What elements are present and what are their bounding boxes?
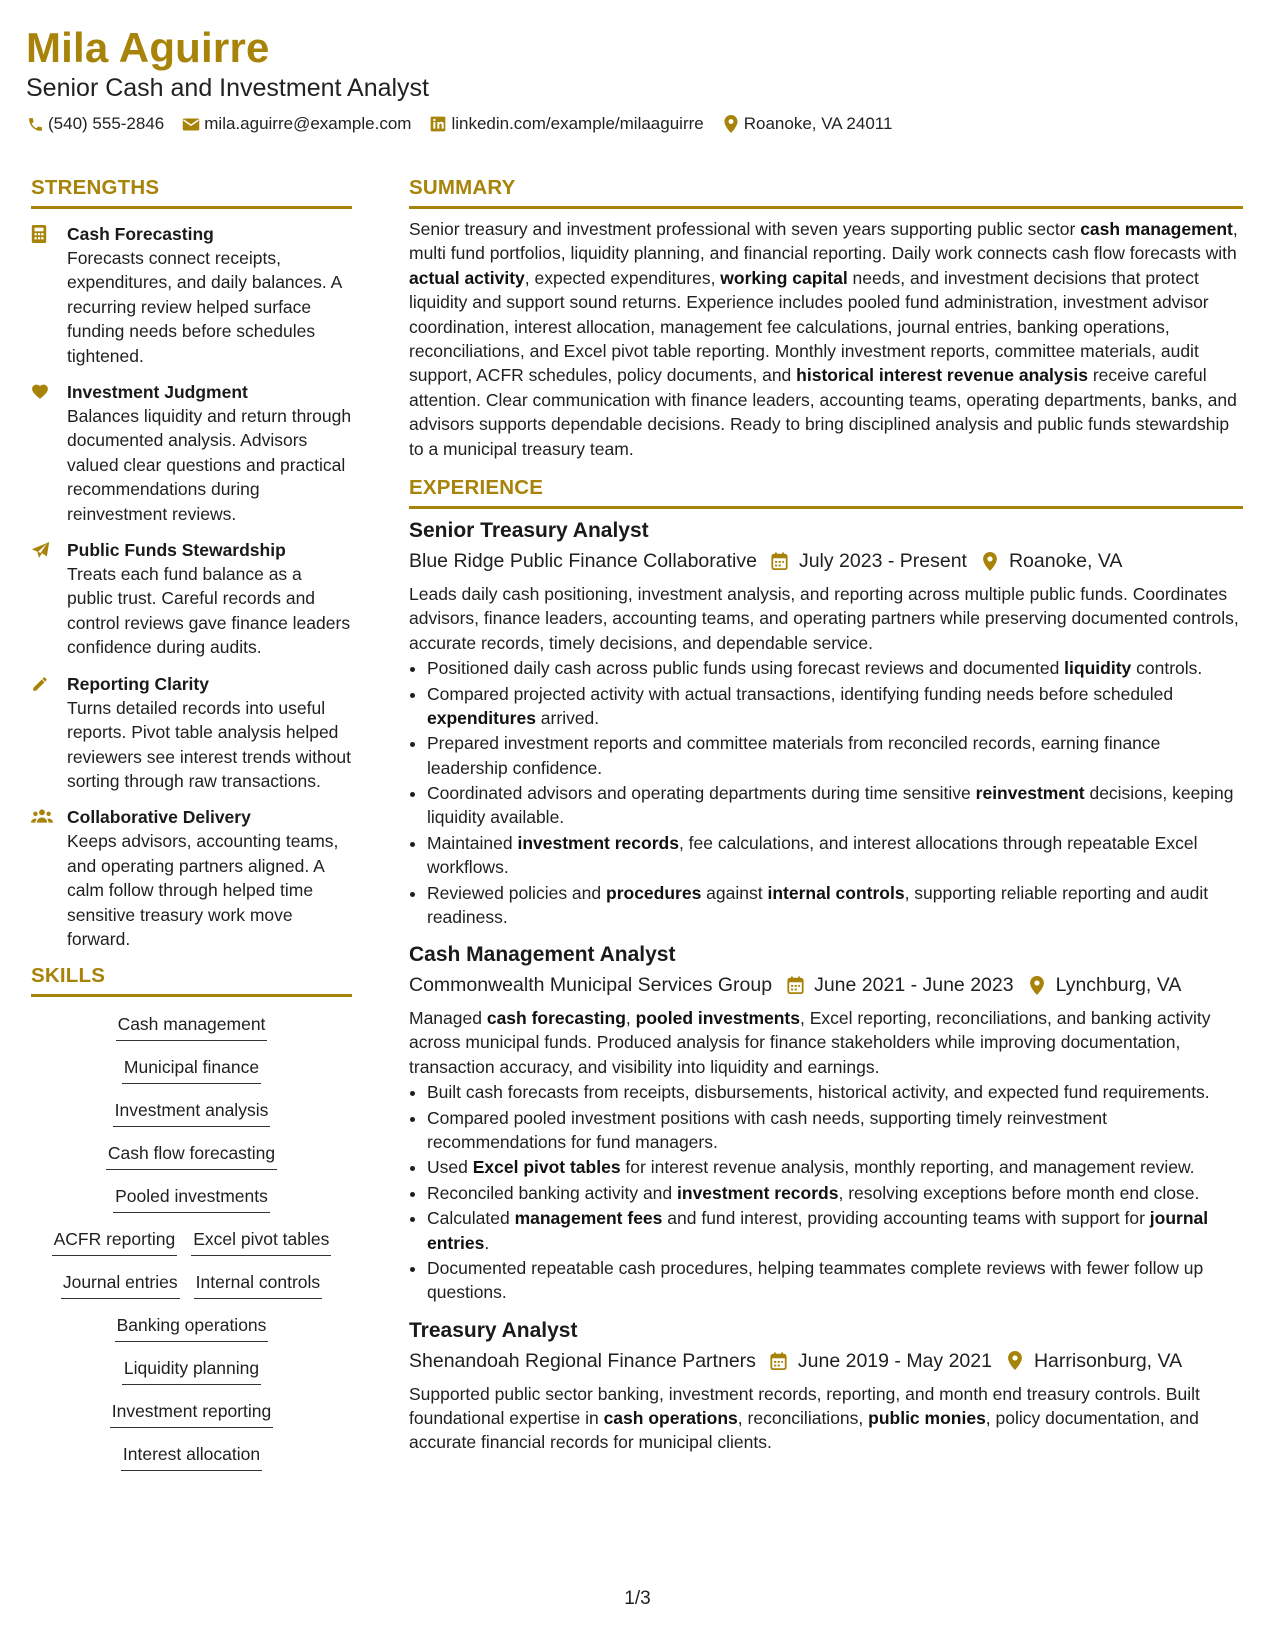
text-run: Documented repeatable cash procedures, helping teammates complete reviews with fewer follow up questions. <box>427 1258 1204 1303</box>
contact-location <box>722 114 893 134</box>
contact-bar <box>26 114 1246 134</box>
skill-tag: Investment analysis <box>113 1099 271 1127</box>
text-run: against <box>701 882 768 903</box>
page-number: 1/3 <box>624 1588 651 1609</box>
text-run: for interest revenue analysis, monthly reporting, and management review. <box>620 1157 1195 1178</box>
text-run: Supported public sector banking, investment records, reporting, and month end treasury controls. Built foundational expertise in <box>409 1383 1200 1428</box>
calculator-icon <box>31 222 67 368</box>
bold-text: pooled investments <box>635 1008 800 1028</box>
strength-item <box>31 805 352 951</box>
company-name: Blue Ridge Public Finance Collaborative <box>409 550 757 573</box>
map-pin-icon <box>980 551 1000 571</box>
skill-tag: Interest allocation <box>121 1443 262 1471</box>
job-meta <box>409 1347 1243 1375</box>
job-entry <box>409 1317 1243 1455</box>
job-location: Lynchburg, VA <box>1055 974 1182 996</box>
bold-text: expenditures <box>427 707 536 728</box>
text-run: Senior treasury and investment professional with seven years supporting public sector <box>409 219 1081 239</box>
text-run: receive careful attention. Clear communication with finance leaders, accounting teams, operating departments, banks, and advisors supports dependable decisions. Ready to bring disciplined analysis and public funds stewardship to a municipal treasury team. <box>409 365 1237 459</box>
job-title: Cash Management Analyst <box>409 943 676 966</box>
text-run: Positioned daily cash across public funds using forecast reviews and documented <box>427 658 1065 679</box>
skill-tag: Excel pivot tables <box>191 1228 331 1256</box>
job-title: Senior Treasury Analyst <box>409 519 649 543</box>
map-pin-icon <box>1027 975 1047 995</box>
experience-list <box>409 517 1243 1455</box>
map-pin-icon <box>1005 1351 1025 1371</box>
text-run: Prepared investment reports and committee materials from reconciled records, earning finance leadership confidence. <box>427 733 1161 778</box>
bold-text: journal entries <box>427 1208 1209 1253</box>
skill-tag: Pooled investments <box>113 1185 270 1213</box>
bullet-item <box>427 731 1243 779</box>
bold-text: cash operations <box>603 1407 738 1428</box>
text-run: decisions, keeping liquidity available. <box>427 783 1234 828</box>
bold-text: reinvestment <box>975 783 1085 804</box>
text-run: Compared pooled investment positions with cash needs, supporting timely reinvestment recommendations for fund managers. <box>427 1107 1107 1152</box>
text-run: Leads daily cash positioning, investment analysis, and reporting across multiple public funds. Coordinates advisors, finance leaders, accounting teams, and operating partners while preserving documented controls, accurate records, timely decisions, and dependable service. <box>409 584 1239 653</box>
bullet-item <box>427 881 1243 929</box>
bullet-item <box>427 1181 1243 1205</box>
job-meta <box>409 971 1243 999</box>
text-run: Used <box>427 1157 473 1178</box>
summary-heading: SUMMARY <box>409 175 1243 209</box>
bullet-item <box>427 656 1243 680</box>
candidate-name: Mila Aguirre <box>26 24 270 71</box>
text-run: , resolving exceptions before month end close. <box>838 1182 1200 1203</box>
bold-text: procedures <box>606 882 702 903</box>
bold-text: internal controls <box>767 882 905 903</box>
strengths-list <box>31 222 352 951</box>
linkedin-icon <box>429 115 447 133</box>
job-location: Roanoke, VA <box>1008 550 1123 573</box>
skill-tag: Cash management <box>116 1013 268 1041</box>
job-entry <box>409 517 1243 929</box>
job-bullets <box>409 656 1243 929</box>
skills-list <box>31 1013 352 1471</box>
text-run: , expected expenditures, <box>524 267 721 288</box>
candidate-title: Senior Cash and Investment Analyst <box>26 74 430 102</box>
job-entry <box>409 941 1243 1305</box>
text-run: , multi fund portfolios, liquidity planning, and financial reporting. Daily work connects cash flow forecasts with <box>409 219 1238 264</box>
contact-email[interactable] <box>182 114 411 134</box>
phone-icon <box>26 115 44 133</box>
users-icon <box>31 805 67 951</box>
strength-text: Treats each fund balance as a public trust. Careful records and control reviews gave finance leaders confidence during audits. <box>67 564 351 658</box>
pencil-icon <box>31 672 67 794</box>
bold-text: investment records <box>517 832 679 853</box>
text-run: Compared projected activity with actual transactions, identifying funding needs before scheduled <box>427 683 1174 704</box>
text-run: Coordinated advisors and operating departments during time sensitive <box>427 783 976 804</box>
bullet-item <box>427 781 1243 829</box>
text-run: Built cash forecasts from receipts, disbursements, historical activity, and expected fund requirements. <box>427 1082 1210 1103</box>
text-run: . <box>484 1232 490 1253</box>
left-column <box>31 175 352 1486</box>
job-location: Harrisonburg, VA <box>1033 1349 1183 1372</box>
job-dates: June 2019 - May 2021 <box>797 1349 992 1372</box>
location-text: Roanoke, VA 24011 <box>743 114 893 133</box>
bullet-item <box>427 1106 1243 1154</box>
paper-plane-icon <box>31 538 67 660</box>
map-pin-icon <box>722 115 740 133</box>
bold-text: working capital <box>720 267 848 288</box>
job-meta <box>409 547 1243 575</box>
strength-title: Public Funds Stewardship <box>67 540 286 561</box>
job-description <box>409 582 1243 655</box>
email-text: mila.aguirre@example.com <box>204 114 412 133</box>
skill-tag: Municipal finance <box>122 1056 261 1084</box>
strength-item <box>31 380 352 526</box>
bullet-item <box>427 1206 1243 1254</box>
bold-text: cash management <box>1080 219 1233 239</box>
job-dates: June 2021 - June 2023 <box>814 974 1014 996</box>
calendar-icon <box>769 1351 789 1371</box>
heart-icon <box>31 380 67 526</box>
strength-text: Forecasts connect receipts, expenditures, and daily balances. A recurring review helped surface funding needs before schedules tightened. <box>67 248 342 366</box>
text-run: controls. <box>1131 658 1203 679</box>
phone-text: (540) 555-2846 <box>48 114 165 133</box>
experience-heading: EXPERIENCE <box>409 475 1243 509</box>
text-run: Maintained <box>427 832 518 853</box>
bold-text: Excel pivot tables <box>472 1157 621 1178</box>
bullet-item <box>427 682 1243 730</box>
strength-title: Cash Forecasting <box>67 224 214 244</box>
calendar-icon <box>770 551 790 571</box>
bullet-item <box>427 831 1243 879</box>
bold-text: management fees <box>514 1208 663 1229</box>
text-run: , reconciliations, <box>737 1407 869 1428</box>
job-description <box>409 1006 1243 1079</box>
bullet-item <box>427 1155 1243 1179</box>
skills-heading: SKILLS <box>31 963 352 997</box>
contact-linkedin[interactable] <box>429 114 703 134</box>
bold-text: cash forecasting <box>486 1008 626 1028</box>
skill-tag: Liquidity planning <box>122 1357 261 1385</box>
strength-item <box>31 222 352 368</box>
strength-item <box>31 538 352 660</box>
strength-item <box>31 672 352 794</box>
bold-text: public monies <box>868 1407 986 1428</box>
text-run: and fund interest, providing accounting teams with support for <box>662 1208 1150 1229</box>
strength-title: Collaborative Delivery <box>67 807 251 828</box>
text-run: Reviewed policies and <box>427 882 606 903</box>
bold-text: investment records <box>677 1182 839 1203</box>
text-run: needs, and investment decisions that protect liquidity and support sound returns. Experience includes pooled fund administration, investment advisor coordination, interest allocation, management fee calculations, journal entries, banking operations, reconciliations, and Excel pivot table reporting. Monthly investment reports, committee materials, audit support, ACFR schedules, policy documents, and <box>409 267 1209 386</box>
text-run: , Excel reporting, reconciliations, and banking activity across municipal funds. Produced analysis for finance stakeholders while improving documentation, transaction accuracy, and visibility into liquidity and earnings. <box>409 1008 1211 1077</box>
strengths-heading: STRENGTHS <box>31 175 352 209</box>
job-description <box>409 1382 1243 1455</box>
contact-phone[interactable] <box>26 114 164 134</box>
bullet-item <box>427 1080 1243 1104</box>
text-run: arrived. <box>535 707 600 728</box>
text-run: Reconciled banking activity and <box>427 1182 678 1203</box>
text-run: , fee calculations, and interest allocations through repeatable Excel workflows. <box>427 832 1198 878</box>
text-run: , <box>625 1008 636 1028</box>
job-dates: July 2023 - Present <box>798 550 967 573</box>
bold-text: actual activity <box>409 267 525 288</box>
bullet-item <box>427 1256 1243 1304</box>
strength-text: Turns detailed records into useful reports. Pivot table analysis helped reviewers see interest trends without sorting through raw transactions. <box>67 697 352 791</box>
skill-tag: Banking operations <box>115 1314 269 1342</box>
envelope-icon <box>182 115 200 133</box>
skill-tag: Journal entries <box>61 1271 180 1299</box>
text-run: Managed <box>409 1008 487 1028</box>
resume-header <box>26 22 1246 134</box>
right-column <box>409 175 1243 1455</box>
job-bullets <box>409 1080 1243 1304</box>
text-run: , policy documentation, and accurate financial records for municipal clients. <box>409 1407 1199 1453</box>
strength-text: Keeps advisors, accounting teams, and operating partners aligned. A calm follow through helped time sensitive treasury work move forward. <box>67 831 339 949</box>
skill-tag: ACFR reporting <box>52 1228 178 1256</box>
company-name: Commonwealth Municipal Services Group <box>409 974 773 996</box>
calendar-icon <box>785 975 805 995</box>
skill-tag: Internal controls <box>194 1271 323 1299</box>
strength-title: Investment Judgment <box>67 382 248 403</box>
text-run: , supporting reliable reporting and audit readiness. <box>427 882 1209 927</box>
company-name: Shenandoah Regional Finance Partners <box>409 1349 756 1372</box>
strength-title: Reporting Clarity <box>67 673 209 694</box>
bold-text: liquidity <box>1064 658 1132 679</box>
bold-text: historical interest revenue analysis <box>796 365 1088 386</box>
skill-tag: Cash flow forecasting <box>106 1142 277 1170</box>
linkedin-text: linkedin.com/example/milaaguirre <box>451 114 704 133</box>
strength-text: Balances liquidity and return through documented analysis. Advisors valued clear questions and practical recommendations during reinvestment reviews. <box>67 406 352 524</box>
text-run: Calculated <box>427 1208 515 1229</box>
job-title: Treasury Analyst <box>409 1318 578 1342</box>
summary-text <box>409 217 1243 461</box>
skill-tag: Investment reporting <box>110 1400 274 1428</box>
